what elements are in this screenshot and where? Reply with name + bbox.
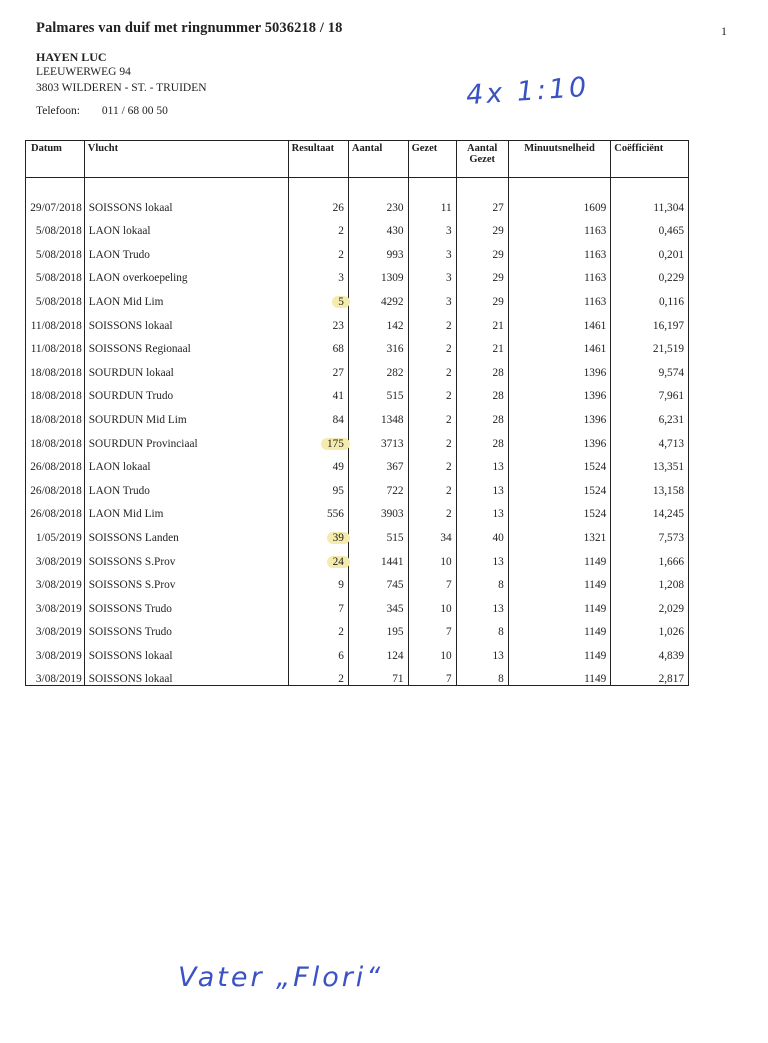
cell-datum: 11/08/2018	[26, 308, 85, 332]
cell-coefficient: 1,026	[611, 615, 689, 639]
cell-aantal: 195	[348, 615, 408, 639]
cell-gezet: 7	[408, 568, 456, 592]
owner-name: HAYEN LUC	[36, 50, 107, 64]
cell-aantal-gezet: 29	[456, 237, 508, 261]
cell-minuutsnelheid: 1149	[508, 568, 611, 592]
cell-coefficient: 11,304	[611, 190, 689, 214]
cell-aantal: 282	[348, 355, 408, 379]
cell-coefficient: 1,208	[611, 568, 689, 592]
table-row	[26, 568, 689, 592]
cell-resultaat: 68	[288, 332, 348, 356]
cell-datum: 18/08/2018	[26, 355, 85, 379]
table-spacer-row	[26, 178, 689, 191]
handwritten-note-top: 4x 1:10	[465, 71, 591, 112]
cell-gezet: 7	[408, 662, 456, 686]
cell-minuutsnelheid: 1163	[508, 237, 611, 261]
cell-vlucht: LAON Mid Lim	[84, 284, 288, 308]
cell-vlucht: SOISSONS lokaal	[84, 190, 288, 214]
cell-aantal-gezet: 8	[456, 568, 508, 592]
cell-aantal: 515	[348, 520, 408, 544]
phone-label: Telefoon:	[36, 105, 80, 117]
cell-coefficient: 14,245	[611, 497, 689, 521]
cell-minuutsnelheid: 1524	[508, 473, 611, 497]
cell-aantal: 3713	[348, 426, 408, 450]
cell-aantal: 230	[348, 190, 408, 214]
cell-datum: 1/05/2019	[26, 520, 85, 544]
cell-datum: 3/08/2019	[26, 638, 85, 662]
owner-phone	[36, 105, 168, 117]
cell-aantal-gezet: 13	[456, 497, 508, 521]
cell-aantal: 124	[348, 638, 408, 662]
cell-aantal-gezet: 27	[456, 190, 508, 214]
cell-vlucht: SOISSONS Trudo	[84, 591, 288, 615]
cell-aantal: 4292	[348, 284, 408, 308]
cell-aantal-gezet: 13	[456, 591, 508, 615]
cell-minuutsnelheid: 1461	[508, 308, 611, 332]
cell-resultaat: 6	[288, 638, 348, 662]
cell-datum: 5/08/2018	[26, 284, 85, 308]
table-row	[26, 237, 689, 261]
table-row	[26, 426, 689, 450]
table-row	[26, 544, 689, 568]
cell-datum: 3/08/2019	[26, 591, 85, 615]
cell-gezet: 3	[408, 237, 456, 261]
cell-coefficient: 0,465	[611, 214, 689, 238]
cell-resultaat: 9	[288, 568, 348, 592]
cell-aantal: 1348	[348, 402, 408, 426]
cell-resultaat: 7	[288, 591, 348, 615]
table-row	[26, 520, 689, 544]
cell-minuutsnelheid: 1149	[508, 662, 611, 686]
cell-coefficient: 2,029	[611, 591, 689, 615]
cell-resultaat: 95	[288, 473, 348, 497]
cell-coefficient: 13,158	[611, 473, 689, 497]
cell-minuutsnelheid: 1524	[508, 497, 611, 521]
cell-minuutsnelheid: 1163	[508, 214, 611, 238]
cell-vlucht: LAON lokaal	[84, 450, 288, 474]
cell-vlucht: LAON Trudo	[84, 237, 288, 261]
owner-street: LEEUWERWEG 94	[36, 66, 131, 78]
cell-coefficient: 21,519	[611, 332, 689, 356]
cell-coefficient: 16,197	[611, 308, 689, 332]
cell-minuutsnelheid: 1163	[508, 261, 611, 285]
cell-minuutsnelheid: 1149	[508, 544, 611, 568]
cell-minuutsnelheid: 1149	[508, 591, 611, 615]
highlighted-result: 5	[332, 296, 350, 308]
cell-aantal-gezet: 28	[456, 379, 508, 403]
column-header-coefficient: Coëfficiënt	[611, 141, 689, 178]
table-row	[26, 473, 689, 497]
cell-resultaat: 49	[288, 450, 348, 474]
cell-datum: 3/08/2019	[26, 662, 85, 686]
highlighted-result: 39	[327, 532, 350, 544]
cell-minuutsnelheid: 1149	[508, 638, 611, 662]
cell-minuutsnelheid: 1149	[508, 615, 611, 639]
table-row	[26, 355, 689, 379]
cell-coefficient: 4,713	[611, 426, 689, 450]
cell-minuutsnelheid: 1163	[508, 284, 611, 308]
cell-gezet: 2	[408, 332, 456, 356]
cell-aantal: 345	[348, 591, 408, 615]
cell-resultaat: 2	[288, 237, 348, 261]
cell-datum: 18/08/2018	[26, 402, 85, 426]
cell-gezet: 2	[408, 497, 456, 521]
table-row	[26, 450, 689, 474]
cell-resultaat: 3	[288, 261, 348, 285]
cell-resultaat	[288, 426, 348, 450]
cell-gezet: 10	[408, 638, 456, 662]
column-header-aantal: Aantal	[348, 141, 408, 178]
cell-vlucht: SOISSONS Regionaal	[84, 332, 288, 356]
table-row	[26, 190, 689, 214]
cell-minuutsnelheid: 1461	[508, 332, 611, 356]
cell-aantal: 430	[348, 214, 408, 238]
cell-aantal: 1309	[348, 261, 408, 285]
cell-aantal: 3903	[348, 497, 408, 521]
cell-coefficient: 2,817	[611, 662, 689, 686]
cell-aantal-gezet: 21	[456, 332, 508, 356]
cell-vlucht: SOISSONS Landen	[84, 520, 288, 544]
cell-aantal: 142	[348, 308, 408, 332]
cell-minuutsnelheid: 1396	[508, 402, 611, 426]
cell-vlucht: SOISSONS S.Prov	[84, 568, 288, 592]
cell-gezet: 34	[408, 520, 456, 544]
cell-gezet: 11	[408, 190, 456, 214]
cell-aantal-gezet: 40	[456, 520, 508, 544]
cell-datum: 26/08/2018	[26, 473, 85, 497]
cell-aantal-gezet: 13	[456, 638, 508, 662]
column-header-vlucht: Vlucht	[84, 141, 288, 178]
cell-aantal-gezet: 28	[456, 426, 508, 450]
table-row	[26, 308, 689, 332]
cell-minuutsnelheid: 1609	[508, 190, 611, 214]
document-title: Palmares van duif met ringnummer 5036218 / 18	[36, 20, 343, 36]
cell-gezet: 3	[408, 261, 456, 285]
cell-vlucht: SOISSONS lokaal	[84, 662, 288, 686]
table-row	[26, 591, 689, 615]
cell-resultaat: 2	[288, 662, 348, 686]
cell-minuutsnelheid: 1396	[508, 355, 611, 379]
cell-aantal: 316	[348, 332, 408, 356]
table-row	[26, 497, 689, 521]
cell-gezet: 2	[408, 450, 456, 474]
cell-vlucht: SOURDUN lokaal	[84, 355, 288, 379]
cell-resultaat: 2	[288, 214, 348, 238]
column-header-datum: Datum	[26, 141, 85, 178]
cell-aantal: 993	[348, 237, 408, 261]
cell-gezet: 2	[408, 473, 456, 497]
cell-coefficient: 0,201	[611, 237, 689, 261]
cell-minuutsnelheid: 1396	[508, 379, 611, 403]
handwritten-note-bottom: Vater „Flori“	[178, 962, 384, 993]
cell-datum: 5/08/2018	[26, 261, 85, 285]
table-row	[26, 638, 689, 662]
cell-resultaat: 27	[288, 355, 348, 379]
cell-gezet: 10	[408, 591, 456, 615]
cell-aantal: 515	[348, 379, 408, 403]
cell-resultaat: 556	[288, 497, 348, 521]
table-row	[26, 284, 689, 308]
cell-coefficient: 0,116	[611, 284, 689, 308]
cell-vlucht: LAON Mid Lim	[84, 497, 288, 521]
cell-minuutsnelheid: 1396	[508, 426, 611, 450]
table-row	[26, 261, 689, 285]
cell-resultaat	[288, 520, 348, 544]
cell-aantal-gezet: 8	[456, 615, 508, 639]
table-row	[26, 332, 689, 356]
cell-coefficient: 7,573	[611, 520, 689, 544]
highlighted-result: 24	[327, 556, 350, 568]
cell-aantal-gezet: 28	[456, 402, 508, 426]
cell-aantal: 71	[348, 662, 408, 686]
table-row	[26, 379, 689, 403]
cell-resultaat	[288, 544, 348, 568]
phone-value: 011 / 68 00 50	[101, 105, 168, 117]
cell-gezet: 7	[408, 615, 456, 639]
column-header-aantal-gezet: Aantal Gezet	[456, 141, 508, 178]
cell-vlucht: SOISSONS lokaal	[84, 308, 288, 332]
cell-datum: 5/08/2018	[26, 214, 85, 238]
cell-datum: 26/08/2018	[26, 450, 85, 474]
cell-datum: 5/08/2018	[26, 237, 85, 261]
highlighted-result: 175	[321, 438, 350, 450]
column-header-minuutsnelheid: Minuutsnelheid	[508, 141, 611, 178]
cell-datum: 3/08/2019	[26, 568, 85, 592]
cell-coefficient: 9,574	[611, 355, 689, 379]
cell-coefficient: 4,839	[611, 638, 689, 662]
results-table	[25, 140, 689, 686]
cell-gezet: 2	[408, 308, 456, 332]
cell-vlucht: LAON Trudo	[84, 473, 288, 497]
table-row	[26, 402, 689, 426]
cell-datum: 3/08/2019	[26, 615, 85, 639]
cell-resultaat: 84	[288, 402, 348, 426]
cell-datum: 11/08/2018	[26, 332, 85, 356]
cell-minuutsnelheid: 1321	[508, 520, 611, 544]
cell-coefficient: 7,961	[611, 379, 689, 403]
table-header-row	[26, 141, 689, 178]
cell-vlucht: SOURDUN Mid Lim	[84, 402, 288, 426]
cell-resultaat	[288, 284, 348, 308]
cell-vlucht: LAON overkoepeling	[84, 261, 288, 285]
cell-coefficient: 13,351	[611, 450, 689, 474]
cell-aantal-gezet: 13	[456, 473, 508, 497]
cell-resultaat: 26	[288, 190, 348, 214]
cell-vlucht: SOISSONS lokaal	[84, 638, 288, 662]
cell-gezet: 10	[408, 544, 456, 568]
cell-vlucht: SOISSONS Trudo	[84, 615, 288, 639]
owner-city: 3803 WILDEREN - ST. - TRUIDEN	[36, 82, 207, 94]
cell-resultaat: 23	[288, 308, 348, 332]
table-row	[26, 615, 689, 639]
cell-aantal-gezet: 13	[456, 544, 508, 568]
cell-gezet: 2	[408, 379, 456, 403]
cell-aantal: 722	[348, 473, 408, 497]
cell-aantal-gezet: 29	[456, 261, 508, 285]
cell-resultaat: 41	[288, 379, 348, 403]
cell-aantal-gezet: 28	[456, 355, 508, 379]
cell-aantal-gezet: 29	[456, 214, 508, 238]
column-header-gezet: Gezet	[408, 141, 456, 178]
cell-gezet: 3	[408, 284, 456, 308]
cell-coefficient: 0,229	[611, 261, 689, 285]
cell-aantal-gezet: 13	[456, 450, 508, 474]
cell-vlucht: SOURDUN Trudo	[84, 379, 288, 403]
cell-datum: 26/08/2018	[26, 497, 85, 521]
cell-gezet: 2	[408, 355, 456, 379]
page-number: 1	[721, 24, 727, 38]
column-header-resultaat: Resultaat	[288, 141, 348, 178]
cell-datum: 3/08/2019	[26, 544, 85, 568]
cell-aantal-gezet: 21	[456, 308, 508, 332]
cell-gezet: 2	[408, 426, 456, 450]
cell-coefficient: 6,231	[611, 402, 689, 426]
cell-gezet: 3	[408, 214, 456, 238]
cell-aantal: 1441	[348, 544, 408, 568]
cell-coefficient: 1,666	[611, 544, 689, 568]
cell-resultaat: 2	[288, 615, 348, 639]
cell-vlucht: LAON lokaal	[84, 214, 288, 238]
cell-aantal-gezet: 8	[456, 662, 508, 686]
cell-minuutsnelheid: 1524	[508, 450, 611, 474]
cell-datum: 29/07/2018	[26, 190, 85, 214]
table-row	[26, 662, 689, 686]
cell-aantal: 367	[348, 450, 408, 474]
cell-aantal-gezet: 29	[456, 284, 508, 308]
cell-vlucht: SOURDUN Provinciaal	[84, 426, 288, 450]
cell-datum: 18/08/2018	[26, 426, 85, 450]
cell-aantal: 745	[348, 568, 408, 592]
cell-vlucht: SOISSONS S.Prov	[84, 544, 288, 568]
cell-datum: 18/08/2018	[26, 379, 85, 403]
table-row	[26, 214, 689, 238]
cell-gezet: 2	[408, 402, 456, 426]
